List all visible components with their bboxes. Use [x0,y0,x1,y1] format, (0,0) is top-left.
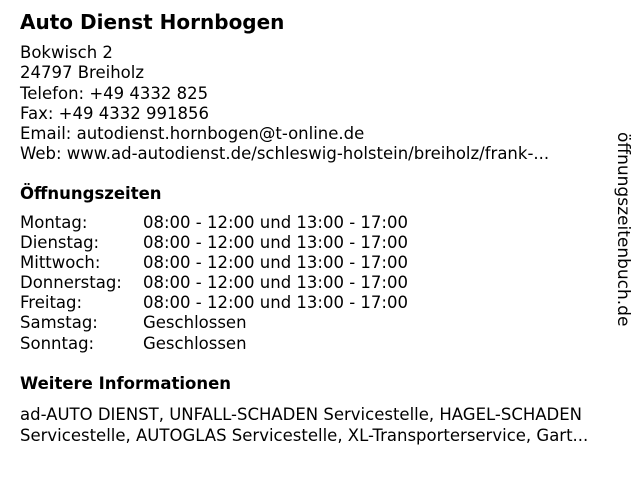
time-value: 08:00 - 12:00 und 13:00 - 17:00 [143,273,408,293]
hours-row-wednesday [20,253,408,273]
day-label: Donnerstag: [20,273,122,293]
time-value: 08:00 - 12:00 und 13:00 - 17:00 [143,213,408,232]
hours-row-thursday [20,273,408,293]
time-value: Geschlossen [143,313,247,333]
more-info-line: Servicestelle, AUTOGLAS Servicestelle, XL-Transporterservice, Gart... [20,425,589,445]
email-address: Email: autodienst.hornbogen@t-online.de [20,124,365,144]
day-label: Mittwoch: [20,253,101,273]
day-label: Dienstag: [20,233,100,253]
hours-row-friday [20,293,408,313]
hours-row-saturday [20,313,408,333]
day-label: Sonntag: [20,333,95,353]
time-value: Geschlossen [143,333,247,353]
watermark-text: öffnungszeitenbuch.de [613,132,633,327]
opening-hours-table [20,213,408,354]
business-name: Auto Dienst Hornbogen [20,10,285,34]
website-url: Web: www.ad-autodienst.de/schleswig-holstein/breiholz/frank-... [20,144,550,164]
time-value: 08:00 - 12:00 und 13:00 - 17:00 [143,233,408,253]
day-label: Montag: [20,213,88,232]
time-value: 08:00 - 12:00 und 13:00 - 17:00 [143,253,408,273]
hours-row-tuesday [20,233,408,253]
more-info-text [20,405,620,446]
address-city: 24797 Breiholz [20,63,145,83]
phone-number: Telefon: +49 4332 825 [20,83,209,103]
hours-row-sunday [20,334,408,354]
day-label: Samstag: [20,313,98,333]
opening-hours-heading: Öffnungszeiten [20,184,162,203]
more-info-line: ad-AUTO DIENST, UNFALL-SCHADEN Servicestelle, HAGEL-SCHADEN [20,405,583,424]
fax-number: Fax: +49 4332 991856 [20,103,209,123]
more-info-heading: Weitere Informationen [20,374,232,393]
contact-block [20,43,549,165]
hours-row-monday [20,213,408,233]
address-street: Bokwisch 2 [20,43,113,62]
time-value: 08:00 - 12:00 und 13:00 - 17:00 [143,293,408,313]
day-label: Freitag: [20,293,83,313]
